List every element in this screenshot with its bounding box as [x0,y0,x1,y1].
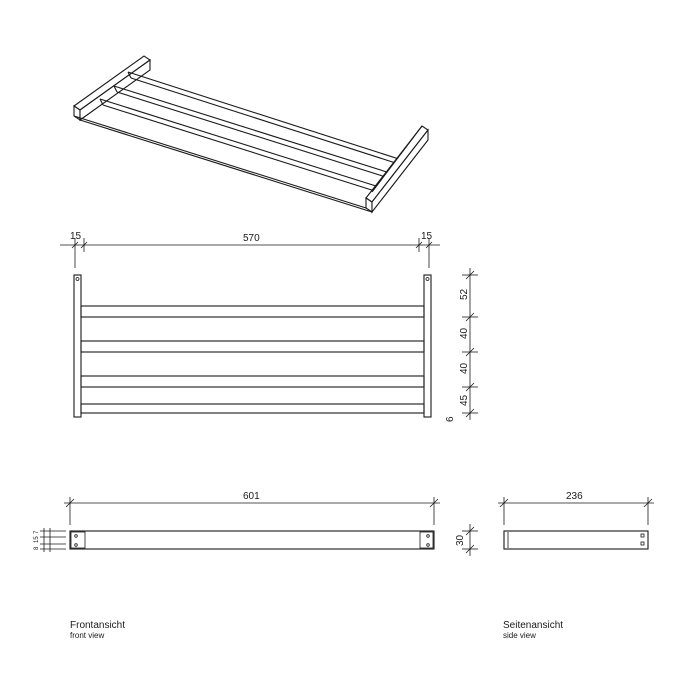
caption-front-title: Frontansicht [70,620,126,631]
dim-570: 570 [243,233,260,244]
dim-45: 45 [459,394,470,406]
dim-236: 236 [566,491,583,502]
side-view [498,491,654,549]
dim-15-left: 15 [70,231,82,242]
caption-front-sub: front view [70,631,105,640]
side-bar [504,531,648,549]
dim-52: 52 [459,288,470,300]
dim-15-right: 15 [421,231,433,242]
left-post [74,275,81,417]
dim-40-b: 40 [459,362,470,374]
dim-8: 8 [34,546,40,550]
front-view [34,491,478,556]
dim-30: 30 [455,534,466,546]
dim-601: 601 [243,491,260,502]
front-elevation [60,231,478,422]
right-post [424,275,431,417]
front-bar [70,531,434,549]
caption-side-sub: side view [503,631,536,640]
dim-7: 7 [34,530,40,534]
front-bars [81,306,424,413]
dim-40-a: 40 [459,327,470,339]
caption-side-title: Seitenansicht [503,620,564,631]
isometric-view [74,56,428,212]
dim-15-small: 15 [34,536,40,543]
dim-6: 6 [445,416,456,422]
